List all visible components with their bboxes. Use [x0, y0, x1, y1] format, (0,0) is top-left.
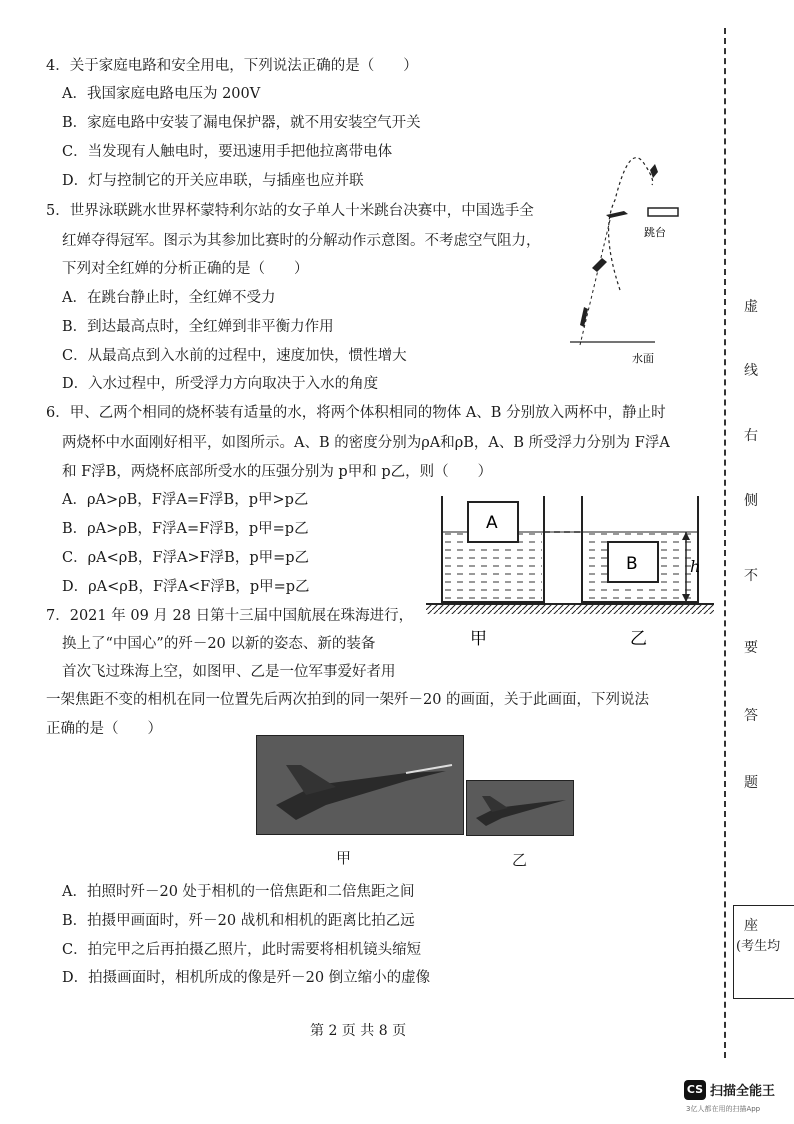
q6-option-b: B．ρA>ρB，F浮A=F浮B，p甲=p乙: [62, 521, 309, 537]
q4-option-d: D．灯与控制它的开关应串联，与插座也应并联: [62, 173, 364, 189]
q7-option-d: D．拍摄画面时，相机所成的像是歼－20 倒立缩小的虚像: [62, 970, 431, 986]
beakers-figure: [420, 490, 720, 650]
q7-stem-line-2: 换上了“中国心”的歼－20 以新的姿态、新的装备: [62, 636, 376, 652]
camscanner-logo: CS: [684, 1080, 706, 1100]
q4-option-b: B．家庭电路中安装了漏电保护器，就不用安装空气开关: [62, 115, 421, 131]
q6-option-c: C．ρA<ρB，F浮A>F浮B，p甲=p乙: [62, 550, 310, 566]
right-beaker-label: 乙: [630, 629, 647, 649]
diving-figure: [570, 140, 690, 380]
q7-stem-line-4: 一架焦距不变的相机在同一位置先后两次拍到的同一架歼－20 的画面，关于此画面，下列说法: [46, 692, 650, 708]
seat-title: 座: [744, 918, 758, 934]
q4-option-a: A．我国家庭电路电压为 200V: [62, 86, 261, 102]
q7-option-b: B．拍摄甲画面时，歼－20 战机和相机的距离比拍乙远: [62, 913, 415, 929]
q6-option-d: D．ρA<ρB，F浮A<F浮B，p甲=p乙: [62, 579, 310, 595]
q5-option-a: A．在跳台静止时，全红婵不受力: [62, 290, 276, 306]
water-label: 水面: [632, 352, 654, 365]
seat-subtitle: (考生均: [736, 939, 781, 954]
diver-pike: [606, 211, 628, 218]
page-footer: 第 2 页 共 8 页: [310, 1023, 407, 1039]
platform-shape: [648, 208, 678, 216]
q4-stem: 4．关于家庭电路和安全用电，下列说法正确的是（ ）: [46, 58, 418, 74]
q5-stem-line-1: 5．世界泳联跳水世界杯蒙特利尔站的女子单人十米跳台决赛中，中国选手全: [46, 203, 534, 219]
side-char-8: 题: [744, 775, 758, 791]
q7-stem-line-5: 正确的是（ ）: [46, 721, 162, 737]
photo-yi: [466, 780, 574, 836]
side-char-1: 虚: [744, 299, 758, 315]
height-label: h: [690, 557, 701, 576]
block-a-label: A: [486, 513, 498, 533]
platform-label: 跳台: [644, 226, 666, 239]
q6-stem-line-1: 6．甲、乙两个相同的烧杯装有适量的水，将两个体积相同的物体 A、B 分别放入两杯中，静止时: [46, 405, 666, 421]
q6-option-a: A．ρA>ρB，F浮A=F浮B，p甲>p乙: [62, 492, 309, 508]
q5-stem-line-3: 下列对全红婵的分析正确的是（ ）: [62, 261, 309, 277]
q6-stem-line-3: 和 F浮B，两烧杯底部所受水的压强分别为 p甲和 p乙，则（ ）: [62, 464, 493, 480]
q5-option-d: D．入水过程中，所受浮力方向取决于入水的角度: [62, 376, 379, 392]
side-char-6: 要: [744, 640, 758, 656]
camscanner-brand: 扫描全能王: [710, 1084, 776, 1099]
photo-yi-label: 乙: [512, 851, 528, 869]
diver-mid: [592, 258, 607, 272]
block-b-label: B: [626, 554, 638, 574]
diver-top: [650, 164, 658, 178]
q7-stem-line-1: 7．2021 年 09 月 28 日第十三届中国航展在珠海进行，: [46, 608, 414, 624]
q7-stem-line-3: 首次飞过珠海上空，如图甲、乙是一位军事爱好者用: [62, 664, 396, 680]
photo-jia-label: 甲: [336, 849, 352, 867]
side-char-5: 不: [744, 568, 758, 584]
q5-option-b: B．到达最高点时，全红婵到非平衡力作用: [62, 319, 334, 335]
side-char-2: 线: [744, 363, 758, 379]
q6-stem-line-2: 两烧杯中水面刚好相平，如图所示。A、B 的密度分别为ρA和ρB，A、B 所受浮力分别为 F浮A: [62, 435, 670, 451]
q7-option-a: A．拍照时歼－20 处于相机的一倍焦距和二倍焦距之间: [62, 884, 415, 900]
side-char-4: 侧: [744, 493, 758, 509]
q5-option-c: C．从最高点到入水前的过程中，速度加快，惯性增大: [62, 348, 407, 364]
q4-option-c: C．当发现有人触电时，要迅速用手把他拉离带电体: [62, 144, 393, 160]
cut-line: [724, 28, 726, 1058]
side-char-3: 右: [744, 428, 758, 444]
q5-stem-line-2: 红婵夺得冠军。图示为其参加比赛时的分解动作示意图。不考虑空气阻力，: [62, 233, 541, 249]
left-beaker-label: 甲: [470, 629, 487, 649]
diver-entry: [580, 307, 588, 327]
side-char-7: 答: [744, 708, 758, 724]
camscanner-tagline: 3亿人都在用的扫描App: [686, 1105, 761, 1113]
q7-option-c: C．拍完甲之后再拍摄乙照片，此时需要将相机镜头缩短: [62, 942, 422, 958]
photo-jia: [256, 735, 464, 835]
